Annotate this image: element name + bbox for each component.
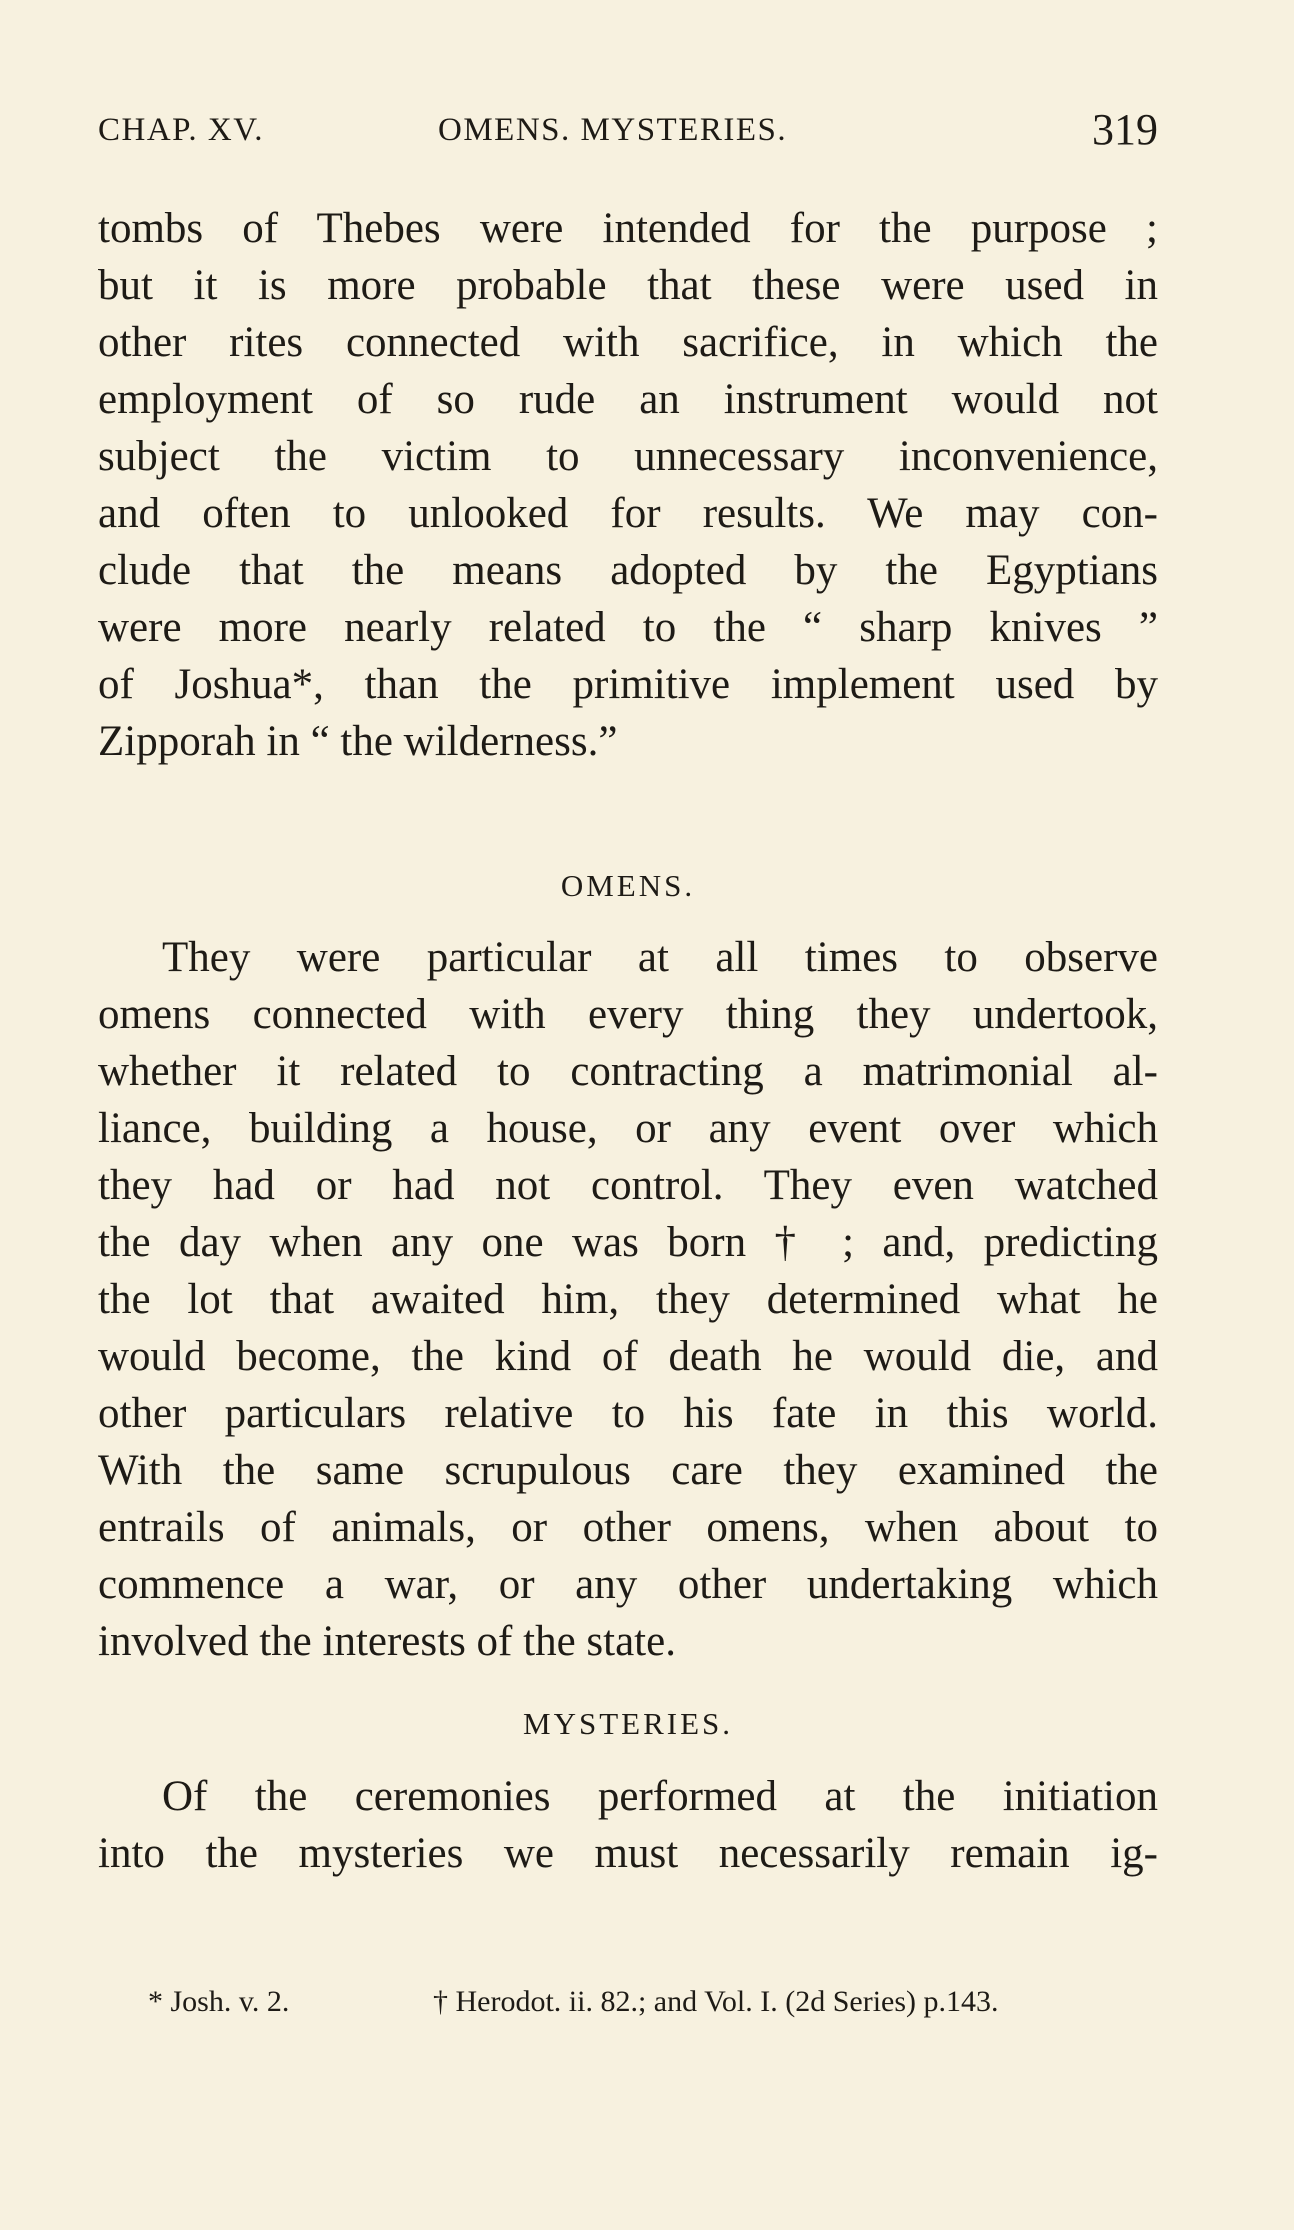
text-line: With the same scrupulous care they examined the [98, 1447, 1158, 1494]
footnote-josh: * Josh. v. 2. [148, 1985, 290, 2018]
text-line: they had or had not control. They even watched [98, 1162, 1158, 1209]
running-title: OMENS. MYSTERIES. [438, 112, 788, 148]
footnotes [148, 1985, 1158, 2019]
section-heading-omens: OMENS. [560, 868, 696, 903]
text-line: clude that the means adopted by the Egyptians [98, 547, 1158, 594]
text-line: but it is more probable that these were used in [98, 262, 1158, 309]
footnote-herodot: † Herodot. ii. 82.; and Vol. I. (2d Series) p.143. [433, 1985, 999, 2018]
running-header [98, 104, 1158, 164]
section-heading-mysteries: MYSTERIES. [523, 1706, 733, 1741]
text-line: the day when any one was born † ; and, predicting [98, 1219, 1158, 1266]
text-line: omens connected with every thing they undertook, [98, 991, 1158, 1038]
paragraph-continued [98, 200, 1158, 770]
text-line: other particulars relative to his fate in this world. [98, 1390, 1158, 1437]
paragraph-mysteries [98, 1768, 1158, 1882]
page-number: 319 [1092, 105, 1158, 154]
text-line: were more nearly related to the “ sharp knives ” [98, 604, 1158, 651]
text-line: and often to unlooked for results. We may con- [98, 490, 1158, 537]
text-line: entrails of animals, or other omens, when about to [98, 1504, 1158, 1551]
text-line: employment of so rude an instrument would not [98, 376, 1158, 423]
text-line: whether it related to contracting a matrimonial al- [98, 1048, 1158, 1095]
text-line: They were particular at all times to observe [162, 934, 1158, 981]
text-line: commence a war, or any other undertaking which [98, 1561, 1158, 1608]
text-line: other rites connected with sacrifice, in which the [98, 319, 1158, 366]
text-line: would become, the kind of death he would die, and [98, 1333, 1158, 1380]
text-line: involved the interests of the state. [98, 1618, 676, 1665]
text-line: Of the ceremonies performed at the initiation [162, 1773, 1158, 1820]
book-page [98, 0, 1158, 2230]
text-line: subject the victim to unnecessary inconvenience, [98, 433, 1158, 480]
text-line: liance, building a house, or any event over which [98, 1105, 1158, 1152]
text-line: of Joshua*, than the primitive implement used by [98, 661, 1158, 708]
text-line: Zipporah in “ the wilderness.” [98, 718, 618, 765]
text-line: tombs of Thebes were intended for the purpose ; [98, 205, 1158, 252]
text-line: the lot that awaited him, they determined what he [98, 1276, 1158, 1323]
chapter-label: CHAP. XV. [98, 112, 265, 148]
paragraph-omens [98, 929, 1158, 1670]
text-line: into the mysteries we must necessarily remain ig- [98, 1830, 1158, 1877]
